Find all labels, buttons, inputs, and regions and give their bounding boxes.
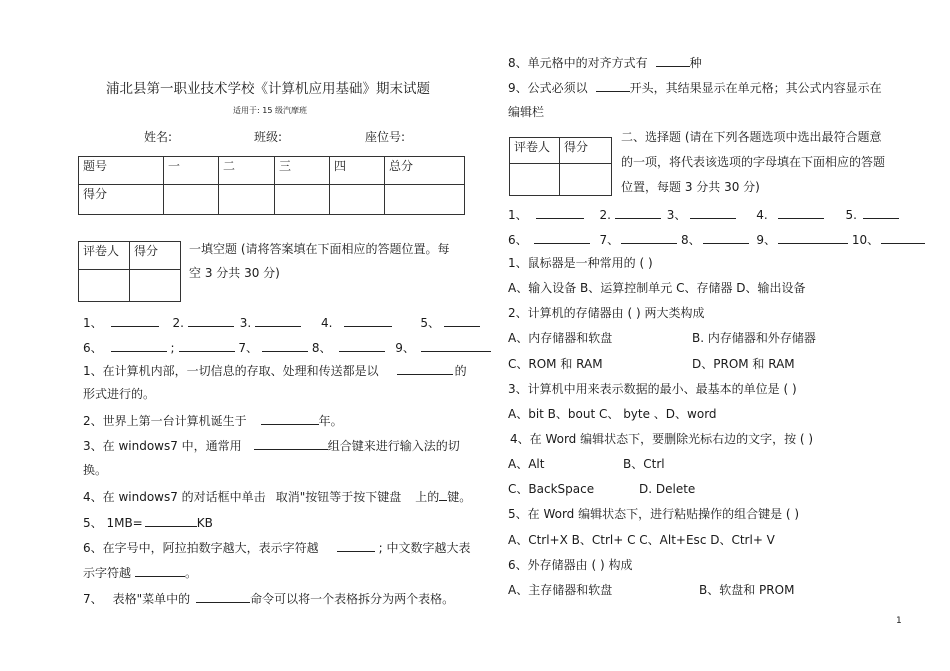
question-text: 的 — [454, 364, 467, 378]
mc-blanks-row-1 — [508, 207, 899, 222]
mc-option: B、软盘和 PROM — [699, 583, 795, 597]
reviewer-label: 评卷人 — [510, 138, 560, 164]
answer-blank[interactable] — [421, 340, 491, 352]
mc-option: D. Delete — [639, 482, 696, 496]
question-4 — [83, 489, 471, 504]
answer-blank[interactable] — [690, 207, 736, 219]
mc-option: C、BackSpace — [508, 482, 595, 496]
blank-label: 6、 — [508, 233, 528, 247]
question-text: 。 — [185, 566, 198, 580]
mc-option: A、Alt — [508, 457, 545, 471]
answer-blank[interactable] — [534, 232, 590, 244]
blank-label: 5、 — [420, 316, 440, 330]
score-cell — [385, 185, 465, 215]
mc-question-1: 1、鼠标器是一种常用的 ( ) — [508, 256, 653, 270]
applies-to: 适用于: 15 级汽摩班 — [233, 106, 307, 115]
name-label: 姓名: — [144, 130, 173, 144]
question-text: 取消"按钮等于按下键盘 — [275, 490, 402, 504]
blank-label: 7、 — [238, 341, 258, 355]
blank-label: ; — [170, 341, 175, 355]
answer-blank[interactable] — [339, 340, 385, 352]
answer-blank[interactable] — [196, 591, 250, 603]
question-text: 组合键来进行输入法的切 — [327, 439, 460, 453]
question-5 — [83, 515, 213, 530]
answer-blank[interactable] — [656, 55, 690, 67]
question-text: 5、 1MB= — [83, 516, 143, 530]
blank-label: 10、 — [851, 233, 880, 247]
mc-question-2: 2、计算机的存储器由 ( ) 两大类构成 — [508, 306, 705, 320]
question-text: 8、单元格中的对齐方式有 — [508, 56, 648, 70]
question-1-cont: 形式进行的。 — [83, 387, 156, 401]
answer-blank[interactable] — [778, 207, 824, 219]
question-text: 表格"菜单中的 — [112, 592, 191, 606]
answer-blank[interactable] — [261, 413, 319, 425]
answer-blank[interactable] — [615, 207, 661, 219]
score-table-header: 题号 — [79, 157, 164, 185]
blank-label: 5. — [845, 208, 857, 222]
mc-option: D、PROM 和 RAM — [692, 357, 795, 371]
answer-blank[interactable] — [536, 207, 584, 219]
answer-blank[interactable] — [703, 232, 749, 244]
answer-blank[interactable] — [778, 232, 848, 244]
mc-option: B、Ctrl — [623, 457, 665, 471]
question-text: 9、公式必须以 — [508, 81, 588, 95]
score-cell — [330, 185, 385, 215]
blank-label: 8、 — [311, 341, 332, 355]
question-text: 年。 — [318, 414, 343, 428]
question-text: 4、在 windows7 的对话框中单击 — [83, 490, 266, 504]
question-text: 种 — [689, 56, 702, 70]
answer-blank[interactable] — [881, 232, 925, 244]
mc-blanks-row-2 — [508, 232, 925, 247]
blank-label: 3. — [239, 316, 252, 330]
blank-label: 9、 — [395, 341, 415, 355]
mc-option: A、主存储器和软盘 — [508, 583, 613, 597]
question-text: 上的 — [415, 490, 440, 504]
mc-option: A、内存储器和软盘 — [508, 331, 613, 345]
question-text: 3、在 windows7 中，通常用 — [83, 439, 242, 453]
reviewer-cell — [510, 164, 560, 196]
answer-blank[interactable] — [111, 315, 159, 327]
blank-label: 2. — [599, 208, 611, 222]
question-6 — [83, 540, 471, 555]
section-2-title-cont: 位置，每题 3 分共 30 分) — [621, 180, 760, 194]
score-cell — [164, 185, 219, 215]
mc-question-4: 4、在 Word 编辑状态下，要删除光标右边的文字，按 ( ) — [510, 432, 814, 446]
question-7 — [83, 591, 454, 606]
section-1-title-cont: 空 3 分共 30 分) — [189, 266, 280, 280]
answer-blank[interactable] — [262, 340, 308, 352]
answer-blank[interactable] — [621, 232, 677, 244]
page-title: 浦北县第一职业技术学校《计算机应用基础》期末试题 — [106, 81, 430, 97]
section-2-title: 二、选择题 (请在下列各题选项中选出最符合题意 — [621, 130, 882, 144]
score-table-row-label: 得分 — [79, 185, 164, 215]
blank-label: 4. — [321, 316, 333, 330]
mc-question-5: 5、在 Word 编辑状态下，进行粘贴操作的组合键是 ( ) — [508, 507, 800, 521]
question-3-cont: 换。 — [83, 463, 108, 477]
question-8 — [508, 55, 702, 70]
mc-question-1-options: A、输入设备 B、运算控制单元 C、存储器 D、输出设备 — [508, 281, 806, 295]
mc-question-6: 6、外存储器由 ( ) 构成 — [508, 558, 633, 572]
grader-box-1 — [78, 241, 181, 302]
grader-box-2 — [509, 137, 612, 196]
question-text: 命令可以将一个表格拆分为两个表格。 — [250, 592, 455, 606]
answer-blank[interactable] — [397, 363, 453, 375]
question-text: ; 中文数字越大表 — [378, 541, 471, 555]
section-1-title: 一填空题 (请将答案填在下面相应的答题位置。每 — [189, 242, 450, 256]
question-1 — [83, 363, 467, 378]
blank-label: 9、 — [756, 233, 777, 247]
score-table-header: 总分 — [385, 157, 465, 185]
answer-blank[interactable] — [145, 515, 197, 527]
answer-blank[interactable] — [863, 207, 899, 219]
score-table-header: 三 — [275, 157, 330, 185]
blank-label: 3、 — [666, 208, 687, 222]
answer-blank[interactable] — [444, 315, 480, 327]
seat-label: 座位号: — [365, 130, 406, 144]
answer-blank[interactable] — [254, 438, 328, 450]
answer-blank[interactable] — [135, 565, 185, 577]
grader-score-label: 得分 — [560, 138, 612, 164]
grader-score-label: 得分 — [130, 242, 181, 270]
question-text: 开头，其结果显示在单元格；其公式内容显示在 — [629, 81, 882, 95]
question-6-cont — [83, 565, 197, 580]
blank-label: 2. — [172, 316, 184, 330]
answer-blank[interactable] — [337, 540, 375, 552]
grader-score-cell — [560, 164, 612, 196]
mc-option: C、ROM 和 RAM — [508, 357, 603, 371]
answer-blanks-row-2 — [83, 340, 491, 355]
question-text: 6、在字号中，阿拉拍数字越大，表示字符越 — [83, 541, 319, 555]
score-table — [78, 156, 465, 215]
mc-question-3-options: A、bit B、bout C、 byte 、D、word — [508, 407, 717, 421]
score-cell — [219, 185, 275, 215]
answer-blanks-row-1 — [83, 315, 480, 330]
grader-score-cell — [130, 270, 181, 302]
question-text: 1、在计算机内部，一切信息的存取、处理和传送都是以 — [83, 364, 379, 378]
reviewer-cell — [79, 270, 130, 302]
section-2-title-cont: 的一项，将代表该选项的字母填在下面相应的答题 — [621, 155, 886, 169]
page-number: 1 — [896, 616, 902, 626]
blank-label: 6、 — [83, 341, 103, 355]
class-label: 班级: — [254, 130, 283, 144]
score-table-header: 四 — [330, 157, 385, 185]
mc-question-3: 3、计算机中用来表示数据的最小、最基本的单位是 ( ) — [508, 382, 797, 396]
blank-label: 1、 — [83, 316, 103, 330]
reviewer-label: 评卷人 — [79, 242, 130, 270]
answer-blank[interactable] — [255, 315, 301, 327]
blank-label: 8、 — [680, 233, 701, 247]
answer-blank[interactable] — [179, 340, 235, 352]
answer-blank[interactable] — [188, 315, 234, 327]
score-table-header: 二 — [219, 157, 275, 185]
answer-blank[interactable] — [344, 315, 392, 327]
score-table-header: 一 — [164, 157, 219, 185]
mc-question-5-options: A、Ctrl+X B、Ctrl+ C C、Alt+Esc D、Ctrl+ V — [508, 533, 775, 547]
question-2 — [83, 413, 343, 428]
answer-blank[interactable] — [111, 340, 167, 352]
question-text: 键。 — [447, 490, 472, 504]
blank-label: 7、 — [599, 233, 620, 247]
question-text: 示字符越 — [83, 566, 132, 580]
mc-option: B. 内存储器和外存储器 — [692, 331, 816, 345]
question-9-cont: 编辑栏 — [508, 105, 545, 119]
answer-blank[interactable] — [596, 80, 630, 92]
blank-label: 1、 — [508, 208, 528, 222]
blank-label: 4. — [756, 208, 768, 222]
question-3 — [83, 438, 460, 453]
question-text: 2、世界上第一台计算机诞生于 — [83, 414, 247, 428]
score-cell — [275, 185, 330, 215]
question-text: 7、 — [83, 592, 103, 606]
question-text: KB — [196, 516, 213, 530]
question-9 — [508, 80, 882, 95]
